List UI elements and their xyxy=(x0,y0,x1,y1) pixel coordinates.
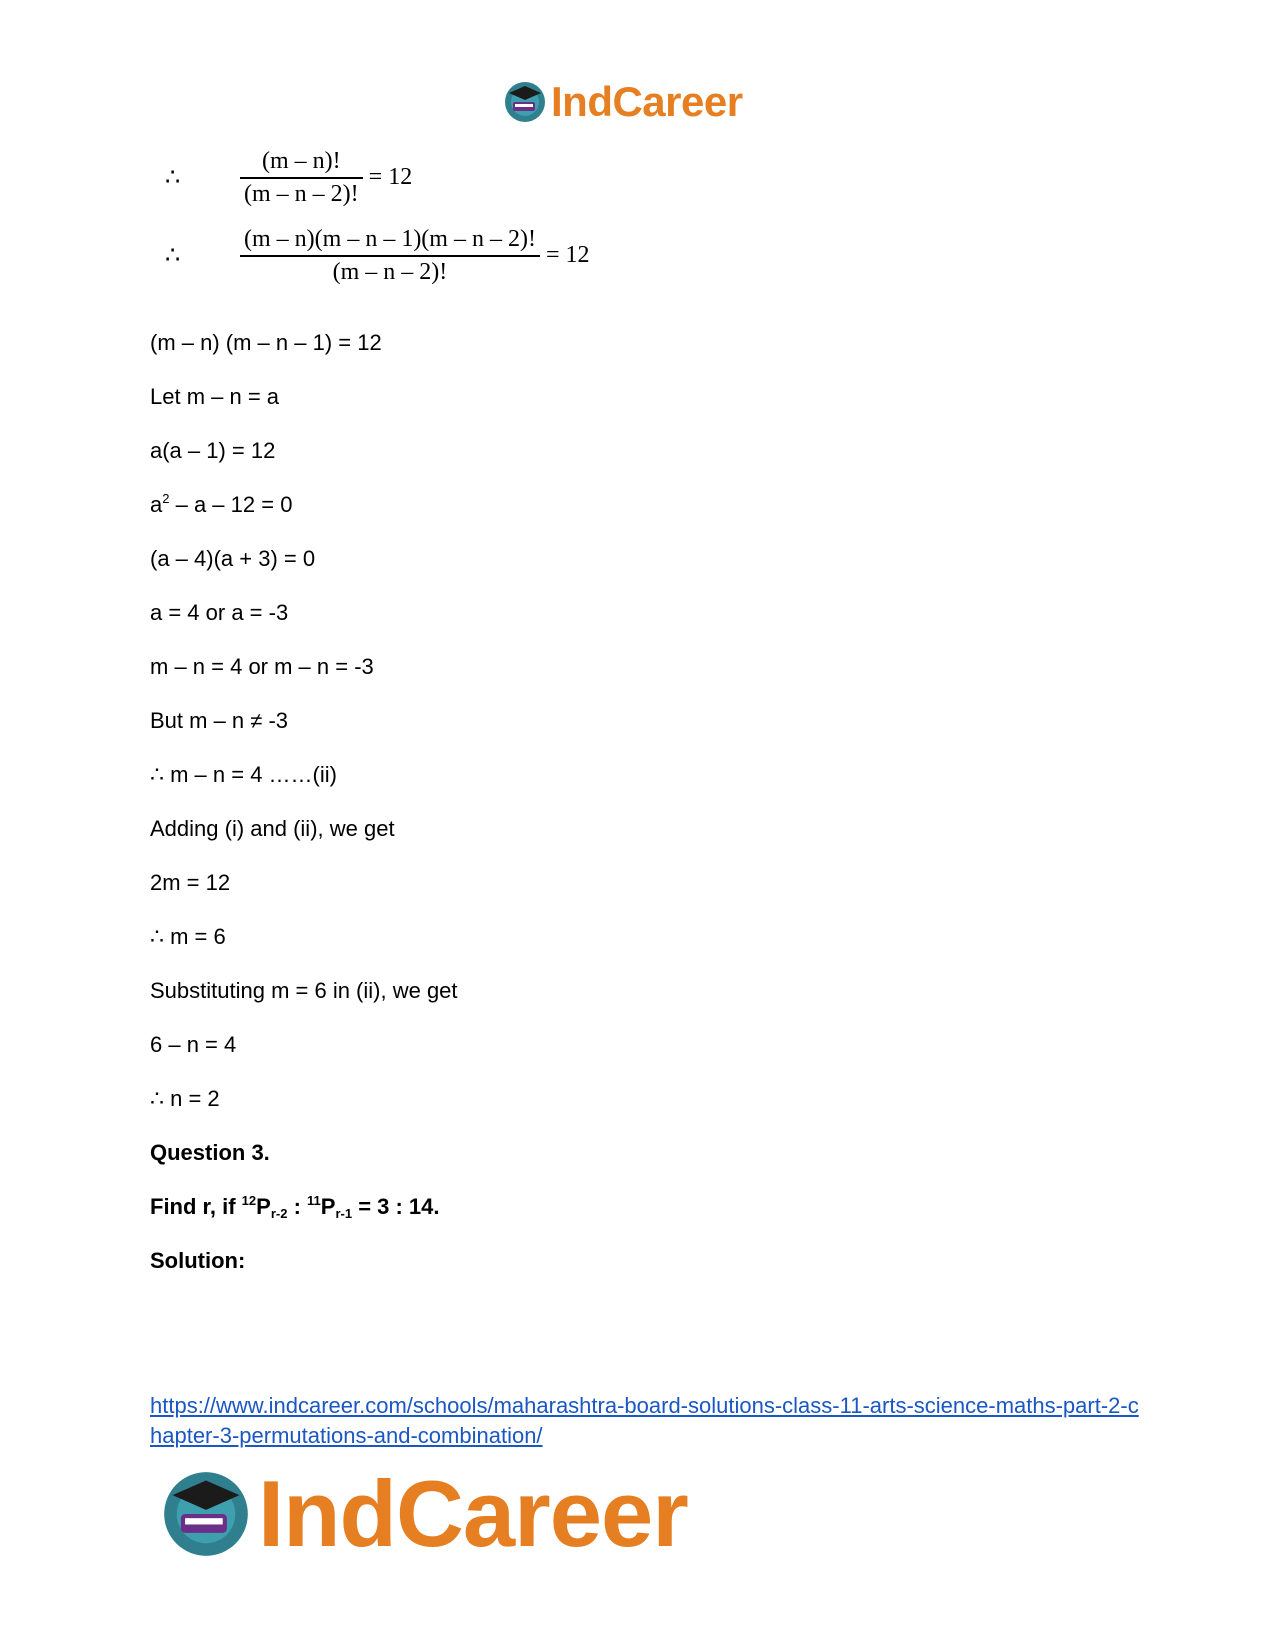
solution-label: Solution: xyxy=(150,1248,246,1273)
subscript: r-2 xyxy=(270,1206,288,1221)
ratio-colon: : xyxy=(287,1194,308,1219)
math-row-1 xyxy=(165,148,412,208)
subscript: r-1 xyxy=(335,1206,353,1221)
step-line: ∴ n = 2 xyxy=(150,1086,220,1111)
question-suffix: = 3 : 14. xyxy=(352,1194,440,1219)
fraction xyxy=(240,226,540,286)
step-line: a = 4 or a = -3 xyxy=(150,600,289,625)
denominator: (m – n – 2)! xyxy=(244,180,359,207)
fraction xyxy=(240,148,363,208)
question-text xyxy=(150,1194,440,1220)
graduation-book-icon xyxy=(160,1468,252,1560)
question-heading: Question 3. xyxy=(150,1140,270,1165)
permutation-symbol: P xyxy=(256,1194,271,1219)
exponent: 2 xyxy=(162,491,170,506)
numerator: (m – n)(m – n – 1)(m – n – 2)! xyxy=(244,226,536,252)
step-line: ∴ m – n = 4 ……(ii) xyxy=(150,762,337,787)
step-line: Substituting m = 6 in (ii), we get xyxy=(150,978,458,1003)
step-line: But m – n ≠ -3 xyxy=(150,708,289,733)
logo-wordmark: IndCareer xyxy=(258,1461,688,1566)
step-line: a(a – 1) = 12 xyxy=(150,438,276,463)
denominator: (m – n – 2)! xyxy=(332,258,448,285)
question-prefix: Find r, if xyxy=(150,1194,242,1219)
step-line: Adding (i) and (ii), we get xyxy=(150,816,395,841)
step-line: (a – 4)(a + 3) = 0 xyxy=(150,546,316,571)
math-row-2 xyxy=(165,226,590,286)
step-line: ∴ m = 6 xyxy=(150,924,226,949)
indcareer-logo-top xyxy=(503,80,743,124)
step-line xyxy=(150,492,292,518)
therefore-symbol: ∴ xyxy=(165,165,181,192)
step-line: m – n = 4 or m – n = -3 xyxy=(150,654,374,679)
source-link[interactable]: https://www.indcareer.com/schools/maharashtra-board-solutions-class-11-arts-science-maths-part-2-chapter-3-permutations-and-combination/ xyxy=(150,1393,1139,1448)
equation-rhs: = 12 xyxy=(368,164,413,191)
indcareer-logo-bottom xyxy=(160,1461,688,1566)
superscript: 11 xyxy=(307,1193,321,1208)
step-line: Let m – n = a xyxy=(150,384,280,409)
step-line: 6 – n = 4 xyxy=(150,1032,237,1057)
permutation-symbol: P xyxy=(320,1194,336,1219)
equation-rhs: = 12 xyxy=(545,242,590,269)
step-line: (m – n) (m – n – 1) = 12 xyxy=(150,330,382,355)
step-line: 2m = 12 xyxy=(150,870,231,895)
therefore-symbol: ∴ xyxy=(165,243,181,270)
numerator: (m – n)! xyxy=(262,148,341,174)
variable: a xyxy=(150,492,163,517)
logo-wordmark: IndCareer xyxy=(551,78,743,125)
superscript: 12 xyxy=(241,1193,257,1208)
step-line-rest: – a – 12 = 0 xyxy=(175,492,293,517)
graduation-book-icon xyxy=(503,80,547,124)
